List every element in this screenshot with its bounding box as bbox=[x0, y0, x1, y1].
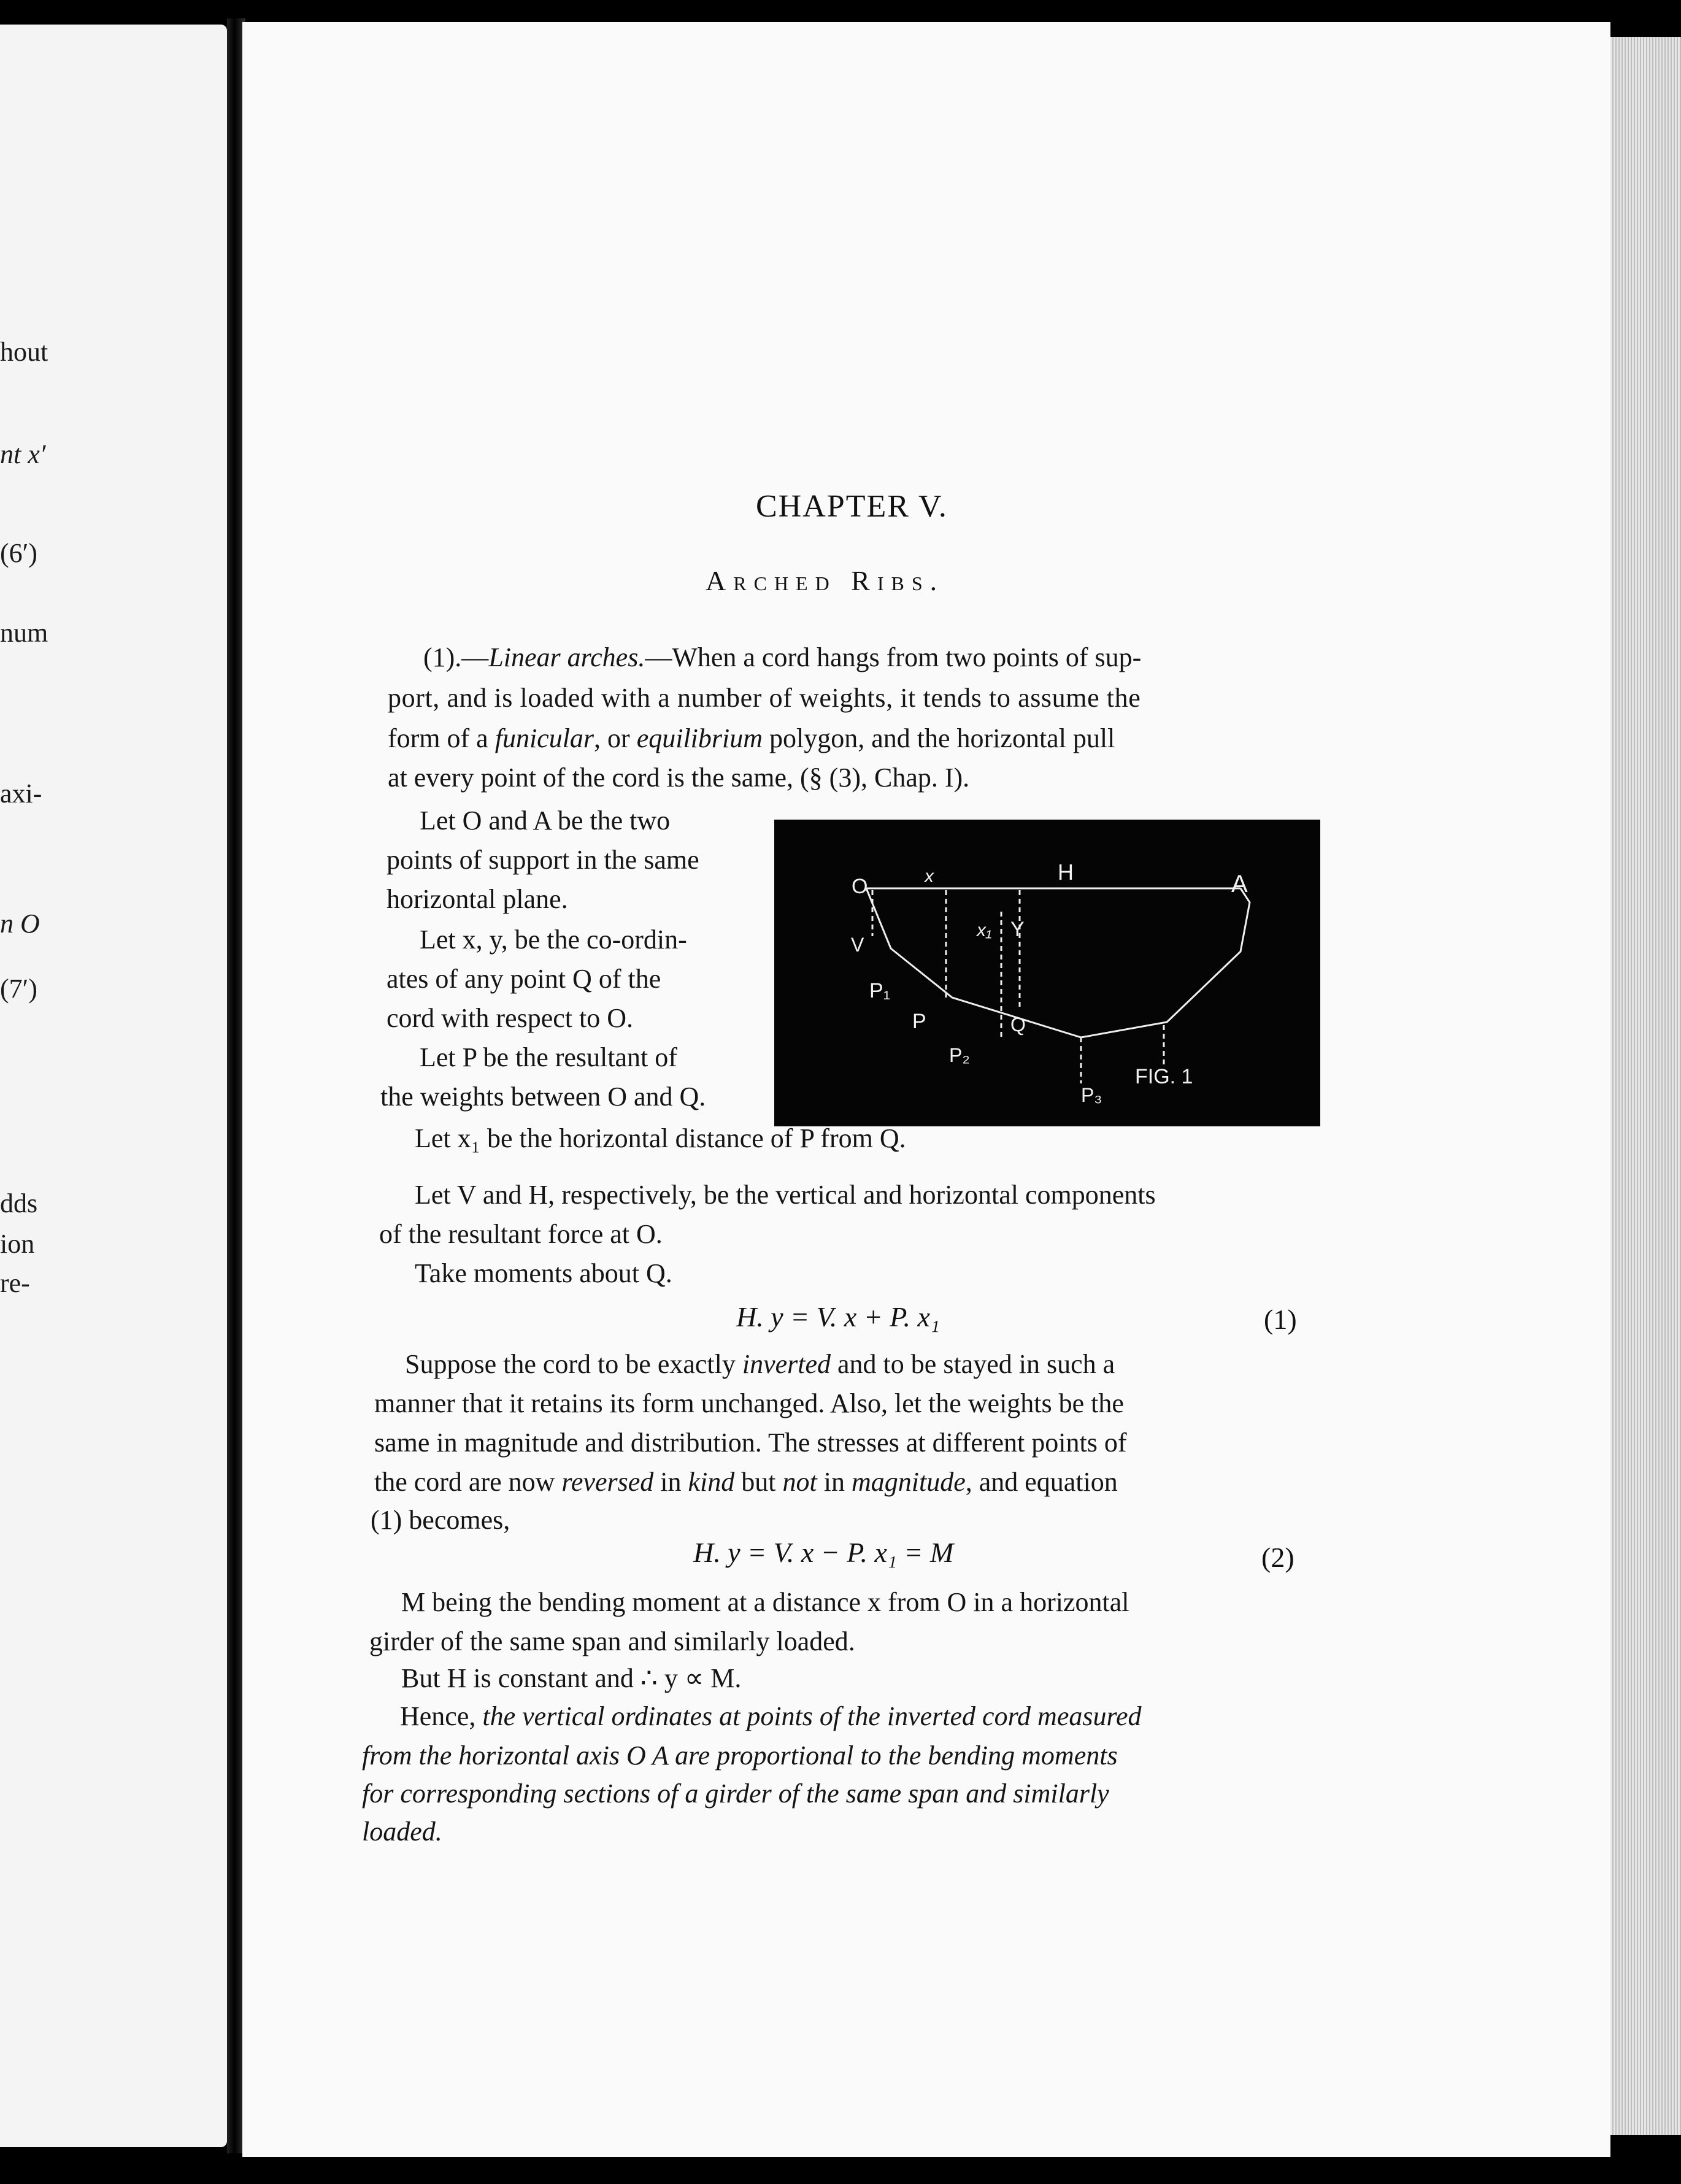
label-O: O bbox=[852, 875, 868, 898]
section-title: Arched Ribs. bbox=[706, 565, 945, 596]
label-V: V bbox=[851, 934, 864, 956]
paragraph-line: loaded. bbox=[362, 1817, 442, 1847]
side-line: the weights between O and Q. bbox=[380, 1082, 706, 1112]
left-fragment: (6′) bbox=[0, 538, 37, 568]
paragraph-line: for corresponding sections of a girder of the same span and similarly bbox=[362, 1778, 1109, 1809]
label-P: P bbox=[912, 1010, 926, 1033]
side-line: Let P be the resultant of bbox=[420, 1042, 677, 1072]
left-fragment: dds bbox=[0, 1188, 38, 1218]
paragraph-line: of the resultant force at O. bbox=[379, 1219, 663, 1249]
side-line: Let O and A be the two bbox=[420, 806, 671, 836]
side-line: points of support in the same bbox=[387, 845, 699, 875]
side-line: ates of any point Q of the bbox=[387, 964, 661, 994]
equation-1: H. y = V. x + P. x₁ bbox=[736, 1301, 940, 1332]
paragraph-line: at every point of the cord is the same, (§ (3), Chap. I). bbox=[388, 763, 970, 793]
side-line: cord with respect to O. bbox=[387, 1003, 633, 1033]
label-Q: Q bbox=[1010, 1013, 1026, 1036]
left-page bbox=[0, 25, 227, 2147]
equation-2-number: (2) bbox=[1261, 1542, 1294, 1573]
paragraph-line: (1).—Linear arches.—When a cord hangs from two points of sup- bbox=[423, 642, 1142, 672]
paragraph-line: Hence, the vertical ordinates at points of the inverted cord measured bbox=[400, 1701, 1142, 1731]
equation-1-number: (1) bbox=[1264, 1304, 1297, 1335]
label-P1: P₁ bbox=[869, 979, 891, 1002]
label-P2: P₂ bbox=[949, 1044, 970, 1066]
left-fragment: n O bbox=[0, 909, 40, 939]
paragraph-line: form of a funicular, or equilibrium polygon, and the horizontal pull bbox=[388, 723, 1115, 753]
chapter-title: CHAPTER V. bbox=[756, 489, 948, 524]
paragraph-line: (1) becomes, bbox=[371, 1505, 510, 1535]
paragraph-line: Let V and H, respectively, be the vertical and horizontal components bbox=[415, 1180, 1156, 1210]
figure-caption: FIG. 1 bbox=[1135, 1065, 1193, 1088]
paragraph-line: from the horizontal axis O A are proportional to the bending moments bbox=[362, 1740, 1118, 1771]
paragraph-line: But H is constant and ∴ y ∝ M. bbox=[401, 1663, 742, 1693]
paragraph-line: Take moments about Q. bbox=[415, 1258, 672, 1288]
left-fragment: ion bbox=[0, 1229, 35, 1259]
left-fragment: re- bbox=[0, 1268, 30, 1298]
paragraph-line: girder of the same span and similarly loaded. bbox=[369, 1626, 855, 1656]
left-fragment: axi- bbox=[0, 779, 42, 809]
left-fragment: num bbox=[0, 618, 48, 648]
left-fragment: nt x′ bbox=[0, 439, 46, 469]
paragraph-line: same in magnitude and distribution. The stresses at different points of bbox=[374, 1428, 1127, 1458]
paragraph-line: Let x₁ be the horizontal distance of P from Q. bbox=[415, 1123, 906, 1153]
paragraph-line: manner that it retains its form unchanged. Also, let the weights be the bbox=[374, 1388, 1124, 1418]
label-x: x bbox=[925, 866, 934, 886]
side-line: Let x, y, be the co-ordin- bbox=[420, 925, 687, 955]
label-H: H bbox=[1058, 859, 1074, 885]
left-fragment: hout bbox=[0, 337, 48, 367]
label-A: A bbox=[1231, 871, 1248, 898]
paragraph-line: M being the bending moment at a distance x from O in a horizontal bbox=[401, 1587, 1129, 1617]
paragraph-line: port, and is loaded with a number of weights, it tends to assume the bbox=[388, 683, 1141, 713]
side-line: horizontal plane. bbox=[387, 884, 568, 914]
label-Y: Y bbox=[1010, 918, 1025, 941]
paragraph-line: the cord are now reversed in kind but not in magnitude, and equation bbox=[374, 1467, 1118, 1497]
paragraph-line: Suppose the cord to be exactly inverted and to be stayed in such a bbox=[405, 1349, 1115, 1379]
funicular-polygon-diagram bbox=[774, 820, 1320, 1126]
equation-2: H. y = V. x − P. x₁ = M bbox=[693, 1537, 954, 1568]
figure-1 bbox=[774, 820, 1320, 1126]
label-x1: x₁ bbox=[977, 920, 992, 940]
left-fragment: (7′) bbox=[0, 974, 37, 1004]
label-P3: P₃ bbox=[1081, 1084, 1102, 1106]
